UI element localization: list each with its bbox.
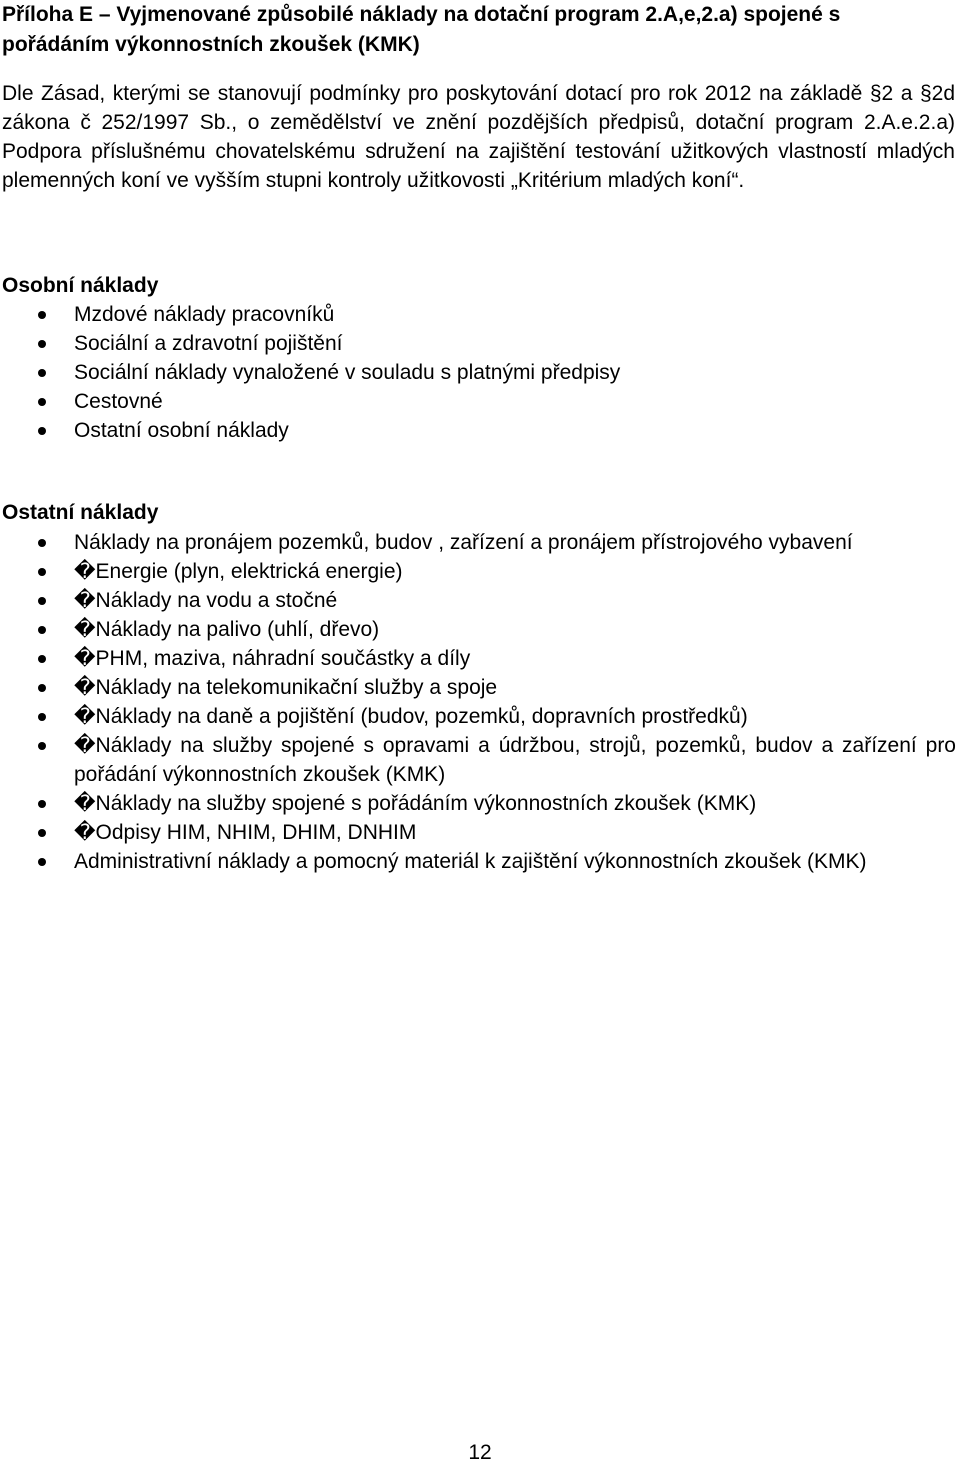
list-item [0, 615, 956, 644]
list-item-label: Sociální náklady vynaložené v souladu s platnými předpisy [74, 361, 621, 384]
list-item-label: Sociální a zdravotní pojištění [74, 332, 343, 355]
document-heading: Příloha E – Vyjmenované způsobilé náklady na dotační program 2.A,e,2.a) spojené s pořádáním výkonnostních zkoušek (KMK) [2, 3, 841, 56]
bullet-icon [38, 539, 46, 547]
list-item [0, 789, 956, 818]
intro-paragraph: Dle Zásad, kterými se stanovují podmínky pro poskytování dotací pro rok 2012 na základě §2 a §2d zákona č 252/1997 Sb., o zemědělství ve znění pozdějších předpisů, dotační program 2.A.e.2.a) Podpora příslušnému chovatelskému sdružení na zajištění testování užitkových vlastností mladých plemenných koní ve vyšším stupni kontroly užitkovosti „Kritérium mladých koní“. [2, 82, 955, 192]
bullet-icon [38, 684, 46, 692]
list-item-label: �PHM, maziva, náhradní součástky a díly [74, 647, 471, 670]
bullet-icon [38, 858, 46, 866]
section-title-other-costs: Ostatní náklady [2, 501, 159, 524]
page-number: 12 [468, 1441, 492, 1464]
bullet-icon [38, 369, 46, 377]
list-item [0, 731, 956, 789]
list-item-label: �Náklady na služby spojené s pořádáním výkonnostních zkoušek (KMK) [74, 792, 757, 815]
list-item [0, 358, 956, 387]
bullet-icon [38, 829, 46, 837]
bullet-icon [38, 597, 46, 605]
list-item-label: �Náklady na vodu a stočné [74, 589, 338, 612]
bullet-icon [38, 655, 46, 663]
list-item [0, 847, 956, 876]
list-item-label: Náklady na pronájem pozemků, budov , zařízení a pronájem přístrojového vybavení [74, 531, 853, 554]
list-item-label: �Odpisy HIM, NHIM, DHIM, DNHIM [74, 821, 417, 844]
bullet-icon [38, 568, 46, 576]
bullet-icon [38, 427, 46, 435]
list-item-label: Ostatní osobní náklady [74, 419, 289, 442]
list-item [0, 329, 956, 358]
list-item [0, 818, 956, 847]
bullet-icon [38, 800, 46, 808]
list-item-label: Administrativní náklady a pomocný materiál k zajištění výkonnostních zkoušek (KMK) [74, 850, 867, 873]
bullet-icon [38, 742, 46, 750]
list-item [0, 702, 956, 731]
list-item [0, 416, 956, 445]
section-title-personal-costs: Osobní náklady [2, 274, 159, 297]
bullet-icon [38, 713, 46, 721]
list-item [0, 528, 956, 557]
list-item-label: Mzdové náklady pracovníků [74, 303, 335, 326]
list-item [0, 387, 956, 416]
personal-costs-list [0, 300, 960, 445]
bullet-icon [38, 311, 46, 319]
list-item-label: Cestovné [74, 390, 163, 413]
other-costs-list [0, 528, 960, 876]
bullet-icon [38, 340, 46, 348]
list-item-label: �Náklady na služby spojené s opravami a údržbou, strojů, pozemků, budov a zařízení pro pořádání výkonnostních zkoušek (KMK) [74, 734, 956, 786]
bullet-icon [38, 626, 46, 634]
list-item [0, 586, 956, 615]
list-item [0, 300, 956, 329]
list-item [0, 673, 956, 702]
bullet-icon [38, 398, 46, 406]
list-item [0, 644, 956, 673]
list-item-label: �Energie (plyn, elektrická energie) [74, 560, 403, 583]
list-item-label: �Náklady na palivo (uhlí, dřevo) [74, 618, 380, 641]
list-item-label: �Náklady na telekomunikační služby a spoje [74, 676, 498, 699]
list-item [0, 557, 956, 586]
list-item-label: �Náklady na daně a pojištění (budov, pozemků, dopravních prostředků) [74, 705, 748, 728]
